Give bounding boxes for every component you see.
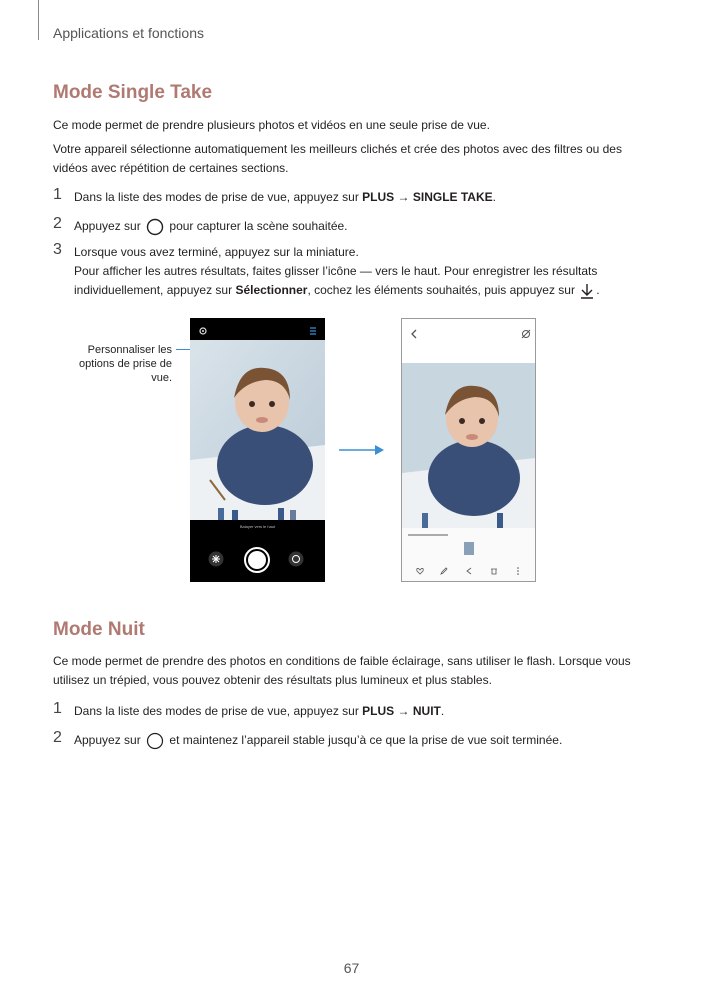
delete-icon[interactable]: [490, 567, 498, 575]
more-icon[interactable]: [515, 567, 521, 575]
section-title-single-take: Mode Single Take: [53, 82, 213, 103]
step-number: 1: [53, 186, 62, 203]
step-text: Lorsque vous avez terminé, appuyez sur la miniature. Pour afficher les autres résultats, faites glisser l’icône — vers le haut. Pour enregistrer les résultats individuellement, appuyez sur Sélectionner, cochez les éléments souhaités, puis appuyez sur .: [74, 245, 600, 297]
intro-paragraph-2: Votre appareil sélectionne automatiquement les meilleurs clichés et crée des photos avec des filtres ou des vidéos avec répétition de certaines sections.: [53, 142, 622, 175]
back-icon[interactable]: [410, 329, 418, 339]
panel-header: [408, 534, 448, 536]
photo-preview: [190, 340, 325, 520]
shutter-icon[interactable]: [244, 547, 270, 573]
shutter-icon: [146, 732, 164, 750]
section-title-night: Mode Nuit: [53, 619, 145, 640]
switch-camera-icon[interactable]: [288, 551, 304, 567]
filter-icon[interactable]: [309, 326, 317, 336]
camera-screenshot: [190, 318, 325, 582]
shutter-icon: [146, 218, 164, 236]
effects-icon[interactable]: [208, 551, 224, 567]
running-rule: [38, 0, 39, 40]
running-head: Applications et fonctions: [53, 25, 204, 41]
download-icon: [580, 283, 594, 299]
thumbnail[interactable]: [464, 542, 474, 555]
intro-paragraph-1: Ce mode permet de prendre plusieurs photos et vidéos en une seule prise de vue.: [53, 118, 490, 132]
step-text: Dans la liste des modes de prise de vue, appuyez sur PLUS → NUIT.: [74, 704, 445, 718]
arrow-right-icon: [339, 444, 385, 456]
step-number: 3: [53, 241, 62, 258]
step-text: Dans la liste des modes de prise de vue, appuyez sur PLUS → SINGLE TAKE.: [74, 190, 496, 204]
step-number: 1: [53, 700, 62, 717]
night-intro: Ce mode permet de prendre des photos en conditions de faible éclairage, sans utiliser le flash. Lorsque vous utilisez un trépied, vous pouvez obtenir des résultats plus lumineux et plus stables.: [53, 654, 631, 687]
share-icon[interactable]: [465, 567, 473, 575]
step-text: Appuyez sur pour capturer la scène souhaitée.: [74, 217, 664, 236]
callout-customize-options: Personnaliser les options de prise de vue.: [79, 344, 172, 384]
swipe-hint: Balayer vers le haut: [239, 524, 276, 529]
heart-icon[interactable]: [416, 567, 424, 575]
photo-result: [402, 363, 535, 528]
gallery-screenshot: [401, 318, 536, 582]
page-number: 67: [343, 960, 360, 976]
step-text: Appuyez sur et maintenez l’appareil stable jusqu’à ce que la prise de vue soit terminée.: [74, 731, 664, 750]
step-number: 2: [53, 729, 62, 746]
visibility-icon[interactable]: [521, 329, 531, 339]
edit-icon[interactable]: [440, 567, 448, 575]
settings-icon: [198, 326, 208, 336]
step-number: 2: [53, 215, 62, 232]
